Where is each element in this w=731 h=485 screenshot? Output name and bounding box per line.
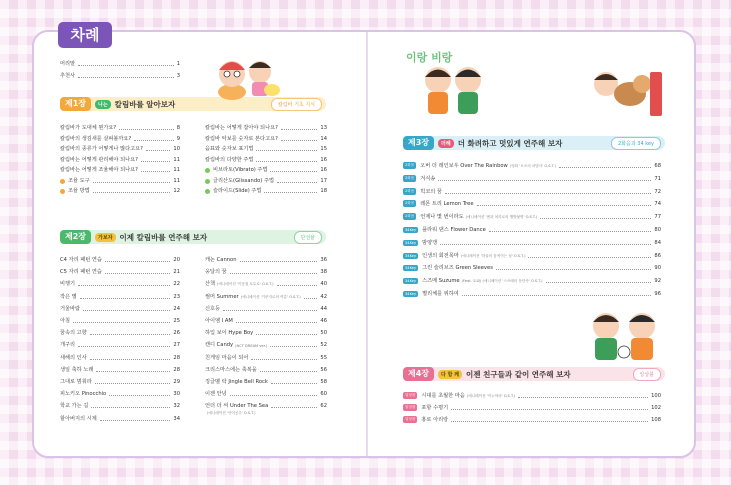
chapter-1-header [60, 97, 326, 111]
entry-label: 아이엠 I AM [205, 318, 233, 324]
entry-page-number: 108 [651, 417, 661, 424]
toc-entry[interactable] [205, 177, 327, 184]
entry-page-number: 46 [320, 318, 327, 324]
entry-note: (애니메이션 '기쿠지로의 여름' O.S.T.) [240, 294, 301, 299]
entry-page-number: 50 [320, 330, 327, 337]
entry-label: 크리스마스에는 축복을 [205, 366, 257, 373]
entry-label: 칼림바는 어떻게 조율해야 되나요? [60, 167, 138, 173]
entry-label: 오버 더 레인보우 Over The Rainbow [420, 163, 508, 169]
toc-entry[interactable] [60, 72, 180, 79]
entry-label: 밤양갱 [422, 239, 438, 246]
leader-dots [304, 298, 318, 299]
toc-entry[interactable] [205, 366, 327, 373]
bullet-icon [60, 179, 65, 184]
entry-tag: 2화음 [405, 201, 415, 206]
leader-dots [78, 346, 170, 347]
entry-label: 캔디 Candy [205, 342, 234, 349]
toc-entry[interactable] [403, 277, 661, 284]
entry-label: 옹달의 꿈 [205, 269, 227, 276]
chapter-2-pill: 가보자 [95, 233, 116, 242]
toc-entry[interactable] [60, 268, 180, 275]
leader-dots [230, 395, 318, 396]
leader-dots [96, 371, 170, 372]
toc-entry[interactable] [403, 175, 661, 182]
toc-entry[interactable] [60, 390, 180, 397]
entry-page-number: 60 [320, 391, 327, 398]
entry-page-number: 96 [654, 291, 661, 297]
entry-tag: 2화음 [405, 188, 415, 193]
entry-page-number: 44 [320, 305, 327, 312]
entry-page-number: 29 [173, 379, 180, 385]
leader-dots [95, 383, 171, 384]
entry-label: 꿈속의 고향 [60, 330, 87, 337]
book-spine [366, 32, 368, 456]
chapter-1-title: 칼림바를 알아보자 [114, 99, 176, 109]
entry-label: 징글벨 락 Jingle Bell Rock [205, 379, 268, 385]
toc-entry[interactable] [205, 402, 327, 409]
leader-dots [451, 421, 648, 422]
leader-dots [271, 407, 317, 408]
leader-dots [271, 383, 318, 384]
entry-page-number: 11 [173, 177, 180, 184]
leader-dots [90, 359, 171, 360]
entry-page-number: 12 [173, 188, 180, 194]
entry-tag: 34Key [405, 253, 417, 258]
leader-dots [281, 129, 318, 130]
entry-note: (영화 '오즈의 마법사' O.S.T.) [509, 164, 556, 168]
entry-page-number: 22 [173, 281, 180, 288]
entry-label: 별리체를 위하여 [422, 291, 459, 297]
leader-dots [477, 205, 652, 206]
leader-dots [146, 150, 171, 151]
entry-page-number: 36 [320, 257, 327, 263]
toc-entry[interactable] [205, 329, 327, 336]
entry-label: 포항 수평기 [421, 405, 449, 412]
entry-page-number: 80 [654, 227, 661, 233]
entry-tag: 앙상블 [405, 405, 416, 410]
leader-dots [223, 310, 317, 311]
leader-dots [141, 171, 171, 172]
entry-page-number: 58 [320, 379, 327, 385]
entry-label: 칼림바 악보를 숫자로 본다고요? [205, 135, 278, 142]
leader-dots [445, 193, 651, 194]
entry-label: 그대로 멈춰라 [60, 379, 92, 385]
entry-page-number: 24 [173, 305, 180, 312]
leader-dots [93, 192, 171, 193]
entry-page-number: 11 [173, 167, 180, 173]
toc-entry[interactable] [403, 264, 661, 271]
toc-entry[interactable] [60, 293, 180, 300]
entry-page-number: 90 [654, 265, 661, 272]
entry-page-number: 15 [320, 146, 327, 152]
toc-entry[interactable] [205, 135, 327, 142]
entry-page-number: 55 [320, 354, 327, 361]
entry-page-number: 26 [173, 330, 180, 337]
entry-tag: 2화음 [405, 214, 415, 219]
entry-label: 이젠 안녕 [205, 391, 227, 398]
entry-page-number: 56 [320, 366, 327, 373]
entry-page-number: 28 [173, 354, 180, 361]
entry-label: C5 자리 패턴 연습 [60, 269, 102, 276]
toc-entry[interactable] [403, 188, 661, 195]
leader-dots [230, 273, 318, 274]
toc-entry[interactable] [403, 213, 661, 220]
entry-page-number: 102 [651, 405, 661, 412]
entry-label: 썸머 Summer [205, 293, 239, 300]
leader-dots [496, 269, 651, 270]
toc-entry[interactable] [205, 145, 327, 152]
entry-tag: 2화음 [405, 163, 415, 167]
leader-dots [438, 180, 651, 181]
chapter-2-number: 제2장 [60, 230, 91, 244]
entry-label: 그린 슬리브즈 Green Sleeves [422, 265, 493, 272]
bullet-icon [60, 189, 65, 194]
entry-page-number: 28 [173, 366, 180, 373]
leader-dots [90, 334, 171, 335]
leader-dots [270, 171, 317, 172]
entry-label: 홍로 아리랑 [421, 417, 449, 424]
leader-dots [78, 65, 174, 66]
entry-page-number: 17 [320, 177, 327, 184]
entry-label: 친게임 마음이 되어 [205, 354, 249, 361]
logo: 이랑 비랑 [406, 51, 453, 64]
leader-dots [109, 395, 170, 396]
entry-label: 산책 [205, 281, 216, 288]
toc-entry[interactable] [60, 402, 180, 409]
chapter-4-subtitle: 앙상블 [633, 368, 662, 381]
entry-page-number: 3 [176, 73, 180, 79]
leader-dots [540, 218, 651, 219]
chapter-3-header [403, 136, 665, 150]
entry-label: 슬라이드(Slide) 주법 [213, 188, 262, 194]
entry-page-number: 86 [654, 252, 661, 259]
entry-label: 거울바람 [60, 305, 81, 312]
entry-page-number: 23 [173, 293, 180, 300]
characters-illustration-1 [212, 52, 282, 104]
entry-note: (애니메이션 '이누야샤' O.S.T.) [466, 394, 516, 398]
entry-page-number: 21 [173, 269, 180, 276]
toc-entry[interactable] [60, 317, 180, 324]
entry-page-number: 38 [320, 269, 327, 276]
entry-page-number: 25 [173, 318, 180, 324]
entry-page-number: 27 [173, 342, 180, 349]
entry-label: 겨식송 [420, 175, 436, 182]
chapter-3-pill: 더해 [438, 139, 454, 148]
entry-label: 칼림바의 다양한 주법 [205, 156, 254, 163]
entry-note: (애니메이션 '이웃집 토토로' O.S.T.) [217, 282, 274, 287]
leader-dots [91, 407, 170, 408]
toc-entry[interactable] [60, 60, 180, 67]
entry-label: 작은 별 [60, 293, 77, 300]
toc-entry[interactable] [60, 280, 180, 287]
entry-page-number: 77 [654, 214, 661, 221]
toc-entry[interactable] [60, 415, 180, 422]
entry-page-number: 92 [654, 278, 661, 285]
toc-entry[interactable] [60, 156, 180, 163]
chapter-3-number: 제3장 [403, 136, 434, 150]
toc-entry[interactable] [403, 404, 661, 411]
entry-label: 칼림바가 도대체 뭔가요? [60, 125, 117, 131]
entry-note: (애니메이션 '하울의 움직이는 성' O.S.T.) [460, 253, 526, 258]
entry-label: 하입 보이 Hype Boy [205, 330, 254, 337]
entry-page-number: 74 [654, 201, 661, 208]
entry-tag: 앙상블 [405, 417, 416, 422]
entry-label: 비행기 [60, 281, 76, 288]
leader-dots [518, 397, 648, 398]
toc-entry[interactable] [60, 166, 180, 173]
entry-page-number: 68 [654, 163, 661, 169]
entry-tag: 34Key [405, 240, 417, 245]
entry-page-number: 72 [654, 188, 661, 195]
leader-dots [119, 129, 174, 130]
leader-dots [251, 359, 317, 360]
entry-label: 언더 더 씨 Under The Sea [205, 403, 269, 410]
toc-entry[interactable] [60, 177, 180, 184]
entry-page-number: 32 [173, 403, 180, 410]
toc-entry[interactable] [205, 268, 327, 275]
toc-entry[interactable] [403, 290, 661, 297]
toc-entry[interactable] [60, 256, 180, 263]
entry-page-number: 1 [176, 61, 180, 67]
leader-dots [277, 285, 318, 286]
entry-label: C4 자리 패턴 연습 [60, 257, 102, 263]
toc-entry[interactable] [60, 124, 180, 131]
entry-page-number: 42 [320, 293, 327, 300]
entry-label: 스즈메 Suzume [422, 278, 460, 285]
entry-label: 머리말 [60, 61, 76, 67]
entry-page-number: 14 [320, 135, 327, 142]
toc-entry[interactable] [60, 305, 180, 312]
entry-label: 언제나 몇 번이라도 [420, 214, 464, 221]
leader-dots [440, 244, 651, 245]
leader-dots [256, 161, 317, 162]
toc-entry[interactable] [403, 392, 661, 399]
entry-label: 피노키오 Pinocchio [60, 391, 107, 398]
leader-dots [93, 182, 171, 183]
chapter-1-pill: 나는 [95, 100, 111, 109]
leader-dots [100, 420, 171, 421]
entry-page-number: 18 [320, 188, 327, 194]
toc-entry[interactable] [60, 366, 180, 373]
entry-label: 생일 축하 노래 [60, 366, 94, 373]
toc-entry[interactable] [205, 390, 327, 397]
chapter-1-subtitle: 칼림바 기초 지식 [271, 98, 322, 111]
entry-label: 칼림바는 어떻게 잡아야 되나요? [205, 125, 278, 131]
entry-label: 시대를 초월한 마음 [421, 393, 465, 399]
entry-label: 새해의 인사 [60, 354, 87, 361]
leader-dots [281, 140, 318, 141]
toc-entry[interactable] [60, 329, 180, 336]
leader-dots [256, 150, 317, 151]
entry-tag: 34Key [405, 228, 417, 232]
chapter-3-title: 더 화려하고 멋있게 연주해 보자 [457, 138, 563, 148]
chapter-4-pill: 다 함 께 [438, 370, 462, 379]
toc-entry[interactable] [403, 162, 661, 169]
chapter-2-title: 이제 칼림바를 연주해 보자 [119, 232, 208, 242]
entry-label: 추천사 [60, 73, 76, 79]
characters-illustration-4 [586, 306, 664, 364]
entry-page-number: 52 [320, 342, 327, 349]
toc-entry[interactable] [205, 354, 327, 361]
leader-dots [236, 322, 318, 323]
entry-tag: 34Key [405, 279, 417, 284]
entry-label: 칼림바의 종류가 어떻게나 많다고요? [60, 146, 143, 152]
leader-dots [78, 77, 174, 78]
entry-note: (애니메이션 '센과 치히로의 행방불명' O.S.T.) [465, 215, 538, 220]
toc-entry[interactable] [60, 341, 180, 348]
entry-label: 학교 가는 길 [60, 403, 89, 410]
chapter-3-subtitle: 2화음과 34 key [611, 137, 661, 150]
leader-dots [78, 285, 170, 286]
toc-entry[interactable] [205, 280, 327, 287]
bullet-icon [205, 168, 210, 173]
toc-entry[interactable] [403, 200, 661, 207]
entry-note: (애니메이션 '인어공주' O.S.T.) [207, 410, 256, 415]
chapter-2-header [60, 230, 326, 244]
leader-dots [80, 298, 171, 299]
toc-entry[interactable] [205, 166, 327, 173]
entry-tag: 34Key [405, 292, 417, 296]
entry-page-number: 30 [173, 391, 180, 398]
leader-dots [73, 322, 170, 323]
entry-page-number: 20 [173, 257, 180, 263]
entry-tag: 2화음 [405, 175, 415, 180]
toc-entry[interactable] [205, 256, 327, 263]
toc-entry[interactable] [60, 378, 180, 385]
entry-tag: 앙상블 [405, 393, 416, 397]
leader-dots [462, 295, 652, 296]
entry-note: (NCT DREAM ver.) [235, 344, 268, 349]
entry-label: 플라워 댄스 Flower Dance [422, 227, 486, 233]
toc-entry[interactable] [60, 187, 180, 194]
toc-entry[interactable] [205, 293, 327, 300]
entry-label: 칼림바의 생김새를 살펴볼까요? [60, 135, 132, 142]
toc-entry[interactable] [205, 156, 327, 163]
entry-page-number: 34 [173, 415, 180, 422]
leader-dots [451, 409, 648, 410]
characters-illustration-2 [418, 60, 488, 118]
leader-dots [260, 371, 318, 372]
toc-entry[interactable] [403, 252, 661, 259]
entry-label: 조율 도구 [68, 177, 90, 184]
entry-page-number: 16 [320, 156, 327, 163]
leader-dots [546, 282, 652, 283]
leader-dots [83, 310, 170, 311]
entry-page-number: 84 [654, 239, 661, 246]
entry-label: 칼림바는 어떻게 관리해야 되나요? [60, 156, 138, 163]
chapter-2-subtitle: 단선율 [294, 231, 323, 244]
toc-entry[interactable] [60, 135, 180, 142]
page-title: 차례 [58, 22, 112, 48]
entry-label: 캐논 Cannon [205, 257, 237, 263]
toc-entry[interactable] [205, 317, 327, 324]
entry-page-number: 9 [176, 135, 180, 142]
leader-dots [105, 273, 170, 274]
leader-dots [277, 182, 317, 183]
entry-label: 개구리 [60, 342, 76, 349]
leader-dots [270, 346, 317, 347]
entry-page-number: 71 [654, 175, 661, 182]
entry-label: 신호등 [205, 305, 221, 312]
leader-dots [559, 167, 651, 168]
chapter-1-number: 제1장 [60, 97, 91, 111]
entry-label: 비브라토(Vibrato) 주법 [213, 167, 268, 173]
leader-dots [141, 161, 171, 162]
toc-entry[interactable] [205, 341, 327, 348]
bullet-icon [205, 189, 210, 194]
entry-page-number: 11 [173, 156, 180, 163]
entry-page-number: 8 [176, 125, 180, 131]
entry-label: 글리산도(Glissando) 주법 [213, 177, 275, 184]
toc-entry[interactable] [60, 354, 180, 361]
leader-dots [264, 192, 317, 193]
leader-dots [240, 261, 318, 262]
entry-page-number: 62 [320, 403, 327, 410]
leader-dots [256, 334, 317, 335]
entry-label: 레몬 트리 Lemon Tree [420, 201, 474, 208]
chapter-4-header [403, 367, 665, 381]
leader-dots [105, 261, 170, 262]
toc-entry[interactable] [403, 239, 661, 246]
toc-entry[interactable] [205, 305, 327, 312]
toc-entry[interactable] [60, 145, 180, 152]
entry-tag: 34Key [405, 266, 417, 271]
entry-label: 할아버지의 시계 [60, 415, 97, 422]
toc-entry[interactable] [403, 416, 661, 423]
entry-page-number: 10 [173, 146, 180, 152]
toc-entry-note [205, 411, 255, 416]
characters-illustration-3 [590, 62, 664, 120]
toc-entry[interactable] [403, 226, 661, 233]
bullet-icon [205, 179, 210, 184]
toc-entry[interactable] [205, 187, 327, 194]
entry-label: 아침 [60, 318, 71, 324]
leader-dots [489, 231, 652, 232]
chapter-4-number: 제4장 [403, 367, 434, 381]
toc-entry[interactable] [205, 124, 327, 131]
entry-label: 빅코의 꿈 [420, 188, 442, 195]
leader-dots [528, 257, 651, 258]
leader-dots [134, 140, 173, 141]
entry-page-number: 40 [320, 281, 327, 288]
chapter-4-title: 이젠 친구들과 같이 연주해 보자 [466, 369, 571, 379]
entry-label: 음표와 숫자보 표기법 [205, 146, 254, 152]
entry-page-number: 100 [651, 393, 661, 399]
entry-note: (Feat. 토와) (애니메이션 '스즈메의 문단속' O.S.T.) [461, 279, 543, 284]
entry-label: 조율 방법 [68, 188, 90, 194]
entry-label: 인생의 회전목마 [422, 252, 459, 259]
toc-entry[interactable] [205, 378, 327, 385]
entry-page-number: 16 [320, 167, 327, 173]
entry-page-number: 13 [320, 125, 327, 131]
